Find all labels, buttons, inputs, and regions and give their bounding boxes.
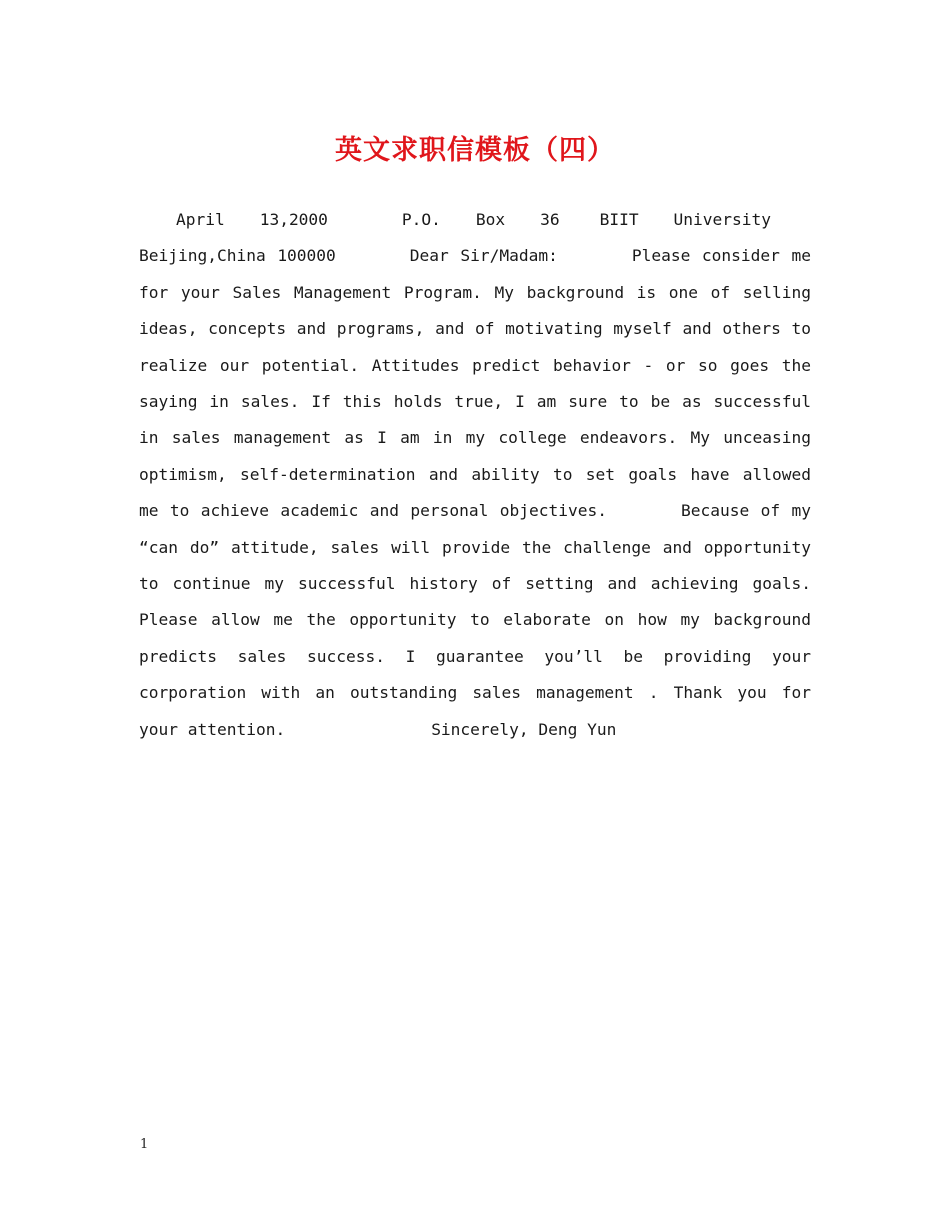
address-university: BIIT University xyxy=(599,210,771,229)
letter-body xyxy=(139,202,811,748)
closing: Sincerely, xyxy=(431,719,529,739)
page-title: 英文求职信模板（四） xyxy=(335,135,615,166)
paragraph-1: Please consider me for your Sales Management Program. My background is one of selling ideas, concepts and programs, and of motivating myself and others to realize our potential. Attitudes predict behavior - or so goes the saying in sales. If this holds true, I am sure to be as successful in sales management as I am in my college endeavors. My unceasing optimism, self-determination and ability to set goals have allowed me to achieve academic and personal objectives. xyxy=(139,246,811,521)
paragraph-2: Because of my “can do” attitude, sales will provide the challenge and opportunity to continue my successful history of setting and achieving goals. Please allow me the opportunity to elaborate on how my background predicts sales success. I guarantee you’ll be providing your corporation with an outstanding sales management . Thank you for your attention. xyxy=(139,501,811,739)
signature: Deng Yun xyxy=(538,719,617,739)
page-number: 1 xyxy=(140,1137,149,1152)
address-box: P.O. Box 36 xyxy=(401,210,560,229)
address-city: Beijing,China xyxy=(139,246,266,266)
letter-date: April 13,2000 xyxy=(176,210,328,229)
postal-code: 100000 xyxy=(277,246,336,266)
salutation: Dear Sir/Madam: xyxy=(409,246,558,266)
